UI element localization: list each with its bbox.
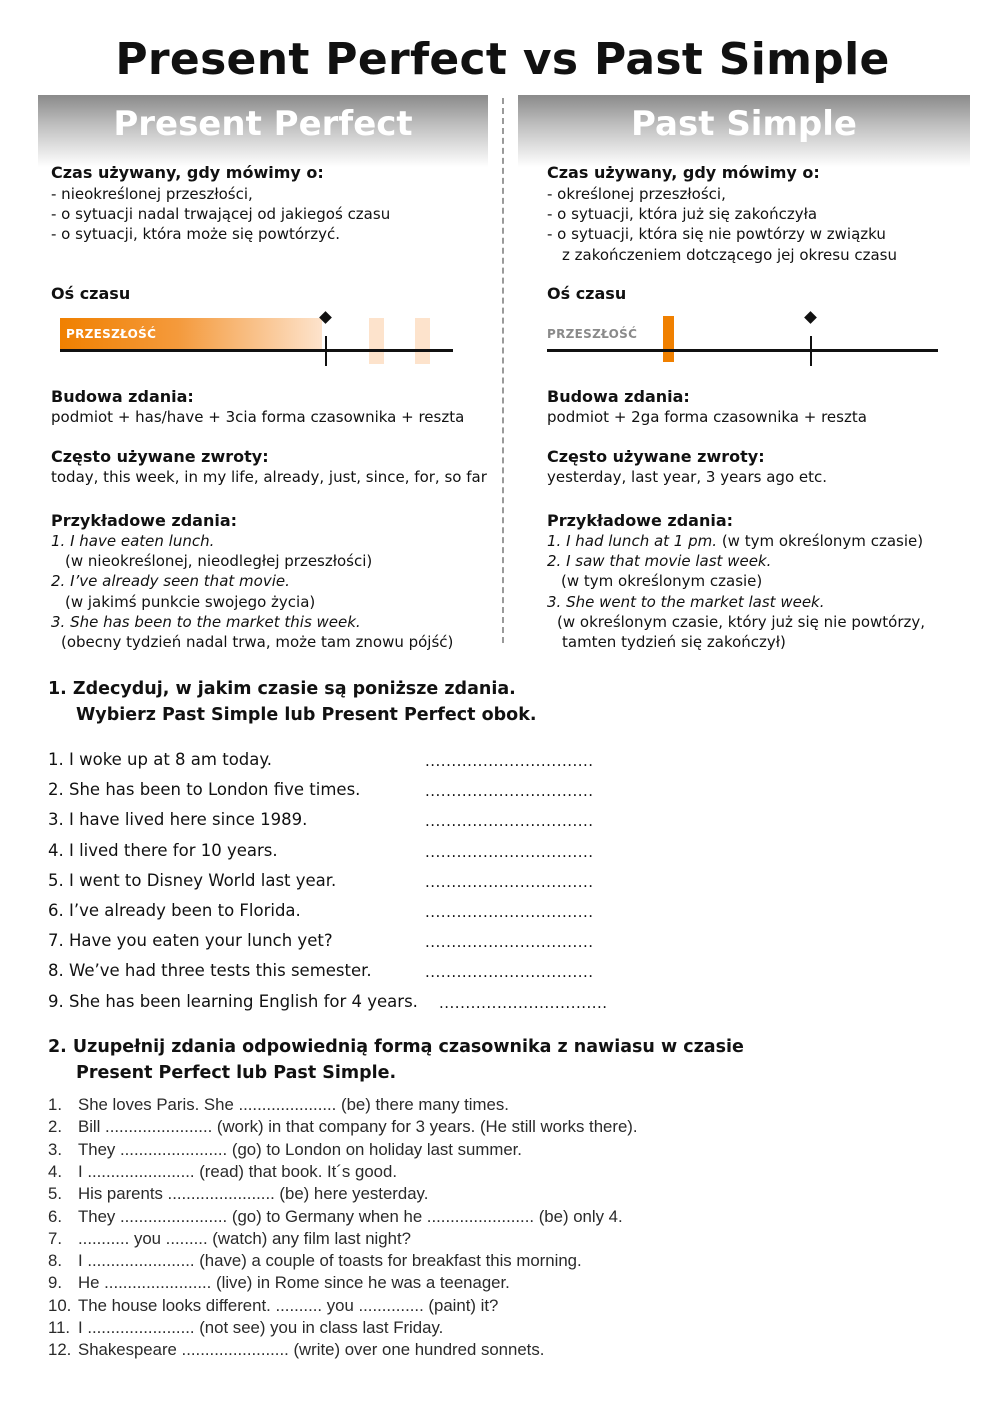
task1-item: 2. She has been to London five times. xyxy=(48,780,361,799)
ps-phrases-title: Często używane zwroty: xyxy=(547,447,765,466)
task2-item-number: 11. xyxy=(48,1318,71,1337)
task2-item xyxy=(48,1251,582,1271)
ps-example-note: (w określonym czasie, który już się nie powtórzy, xyxy=(557,612,926,631)
task1-answer-blank[interactable]: ................................ xyxy=(425,752,594,770)
pp-structure-text: podmiot + has/have + 3cia forma czasownika + reszta xyxy=(51,408,465,426)
pp-structure-block xyxy=(51,386,464,427)
task2-item xyxy=(48,1340,544,1360)
pp-usage-line: - o sytuacji nadal trwającej od jakiegoś czasu xyxy=(51,205,391,224)
pp-past-bar xyxy=(60,318,322,349)
ps-example-note: (w tym określonym czasie) xyxy=(721,532,924,550)
pp-phrases-title: Często używane zwroty: xyxy=(51,447,269,466)
task2-item-number: 2. xyxy=(48,1117,62,1136)
ps-now-tick xyxy=(810,336,812,366)
pp-example-sentence: 2. I’ve already seen that movie. xyxy=(51,572,290,591)
task1-answer-blank[interactable]: ................................ xyxy=(425,812,594,830)
column-divider xyxy=(502,98,504,643)
pp-phrases-text: today, this week, in my life, already, just, since, for, so far xyxy=(51,468,487,486)
task2-item-text: I ....................... (not see) you in class last Friday. xyxy=(78,1318,444,1337)
task2-heading-line: 2. Uzupełnij zdania odpowiednią formą czasownika z nawiasu w czasie xyxy=(48,1037,744,1057)
task2-item xyxy=(48,1184,428,1204)
pp-timeline-axis xyxy=(60,349,453,352)
pp-example-sentence: 1. I have eaten lunch. xyxy=(51,532,215,550)
pp-example-note: (obecny tydzień nadal trwa, może tam znowu pójść) xyxy=(61,633,454,652)
task2-item-text: ........... you ......... (watch) any film last night? xyxy=(78,1229,411,1248)
task1-answer-blank[interactable]: ................................ xyxy=(425,963,594,981)
task2-item-text: I ....................... (read) that book. It´s good. xyxy=(78,1162,397,1181)
pp-examples-block xyxy=(51,510,453,652)
pp-repeat-mark xyxy=(369,318,384,364)
ps-structure-block xyxy=(547,386,867,427)
ps-phrases-text: yesterday, last year, 3 years ago etc. xyxy=(547,468,828,486)
task2-item-number: 9. xyxy=(48,1273,62,1292)
task2-item-number: 4. xyxy=(48,1162,62,1181)
task2-heading xyxy=(48,1034,744,1086)
task2-item-number: 12. xyxy=(48,1340,72,1359)
task1-item: 4. I lived there for 10 years. xyxy=(48,841,278,860)
ps-timeline-axis xyxy=(547,349,938,352)
task1-item: 1. I woke up at 8 am today. xyxy=(48,750,273,769)
task2-item-text: He ....................... (live) in Rome since he was a teenager. xyxy=(78,1273,510,1292)
task1-item: 8. We’ve had three tests this semester. xyxy=(48,961,372,980)
task2-item xyxy=(48,1207,623,1227)
ps-usage-line: - o sytuacji, która się nie powtórzy w związku xyxy=(547,225,886,244)
task2-item-number: 10. xyxy=(48,1296,72,1315)
task2-item-text: His parents ....................... (be) here yesterday. xyxy=(78,1184,429,1203)
past-simple-heading: Past Simple xyxy=(631,104,857,144)
task1-item: 3. I have lived here since 1989. xyxy=(48,810,308,829)
pp-usage-line: - o sytuacji, która może się powtórzyć. xyxy=(51,225,340,244)
task2-item xyxy=(48,1318,443,1338)
ps-timeline-label: Oś czasu xyxy=(547,284,627,303)
ps-past-label: PRZESZŁOŚĆ xyxy=(547,327,638,341)
pp-example-note: (w jakimś punkcie swojego życia) xyxy=(65,592,316,611)
ps-usage-line: z zakończeniem dotczącego jej okresu czasu xyxy=(562,245,897,264)
pp-now-tick xyxy=(325,336,327,366)
task1-answer-blank[interactable]: ................................ xyxy=(425,873,594,891)
task2-item-text: They ....................... (go) to Germany when he ....................... (be) only 4. xyxy=(78,1207,623,1226)
ps-examples-block xyxy=(547,510,925,652)
ps-example-sentence: 2. I saw that movie last week. xyxy=(547,552,772,571)
task1-answer-blank[interactable]: ................................ xyxy=(425,933,594,951)
pp-usage-line: - nieokreślonej przeszłości, xyxy=(51,185,253,203)
task2-item-text: Shakespeare ....................... (write) over one hundred sonnets. xyxy=(78,1340,545,1359)
task1-item: 5. I went to Disney World last year. xyxy=(48,871,337,890)
task1-heading xyxy=(48,676,536,728)
ps-example-sentence: 1. I had lunch at 1 pm. xyxy=(547,532,718,550)
pp-past-label: PRZESZŁOŚĆ xyxy=(66,327,157,341)
task2-item-number: 1. xyxy=(48,1095,62,1114)
task1-answer-blank[interactable]: ................................ xyxy=(425,843,594,861)
task2-item xyxy=(48,1140,522,1160)
task1-item: 9. She has been learning English for 4 years. xyxy=(48,992,418,1011)
task1-heading-line: 1. Zdecyduj, w jakim czasie są poniższe zdania. xyxy=(48,679,516,699)
task2-item-number: 5. xyxy=(48,1184,62,1203)
ps-structure-text: podmiot + 2ga forma czasownika + reszta xyxy=(547,408,867,426)
present-perfect-header xyxy=(38,95,488,167)
present-perfect-heading: Present Perfect xyxy=(113,104,413,144)
ps-example-note: tamten tydzień się zakończył) xyxy=(562,633,786,652)
pp-usage-title: Czas używany, gdy mówimy o: xyxy=(51,163,324,182)
task1-heading-line: Wybierz Past Simple lub Present Perfect obok. xyxy=(76,705,537,725)
task1-answer-blank[interactable]: ................................ xyxy=(439,994,608,1012)
pp-timeline-label: Oś czasu xyxy=(51,284,131,303)
task2-item-text: The house looks different. .......... you .............. (paint) it? xyxy=(78,1296,499,1315)
ps-example-sentence: 3. She went to the market last week. xyxy=(547,592,825,611)
task1-item: 7. Have you eaten your lunch yet? xyxy=(48,931,333,950)
task1-answer-blank[interactable]: ................................ xyxy=(425,782,594,800)
ps-usage-line: - o sytuacji, która już się zakończyła xyxy=(547,205,818,224)
pp-structure-title: Budowa zdania: xyxy=(51,387,194,406)
ps-usage-line: - określonej przeszłości, xyxy=(547,185,726,203)
ps-specific-time-mark xyxy=(663,316,674,362)
ps-examples-title: Przykładowe zdania: xyxy=(547,511,734,530)
task1-item: 6. I’ve already been to Florida. xyxy=(48,901,301,920)
ps-usage-title: Czas używany, gdy mówimy o: xyxy=(547,163,820,182)
pp-example-sentence: 3. She has been to the market this week. xyxy=(51,612,361,631)
ps-usage-block xyxy=(547,162,897,265)
ps-example-note: (w tym określonym czasie) xyxy=(561,572,763,591)
pp-example-note: (w nieokreślonej, nieodległej przeszłości) xyxy=(65,552,373,571)
task2-item xyxy=(48,1162,397,1182)
ps-structure-title: Budowa zdania: xyxy=(547,387,690,406)
task2-item xyxy=(48,1273,510,1293)
task2-item-number: 6. xyxy=(48,1207,62,1226)
page-title: Present Perfect vs Past Simple xyxy=(115,34,890,85)
ps-now-diamond-icon xyxy=(804,311,817,324)
pp-repeat-mark xyxy=(415,318,430,364)
task2-heading-line: Present Perfect lub Past Simple. xyxy=(76,1063,397,1083)
task2-item-text: She loves Paris. She ..................... (be) there many times. xyxy=(78,1095,509,1114)
task2-item xyxy=(48,1095,509,1115)
ps-phrases-block xyxy=(547,446,827,487)
pp-usage-block xyxy=(51,162,390,245)
task2-item xyxy=(48,1296,498,1316)
past-simple-header xyxy=(518,95,970,167)
task2-item xyxy=(48,1229,411,1249)
task2-item-number: 8. xyxy=(48,1251,62,1270)
task2-item-number: 3. xyxy=(48,1140,62,1159)
task2-item-text: They ....................... (go) to London on holiday last summer. xyxy=(78,1140,522,1159)
task2-item-text: Bill ....................... (work) in that company for 3 years. (He still works there). xyxy=(78,1117,638,1136)
task2-item-text: I ....................... (have) a couple of toasts for breakfast this morning. xyxy=(78,1251,582,1270)
pp-phrases-block xyxy=(51,446,487,487)
pp-examples-title: Przykładowe zdania: xyxy=(51,511,238,530)
task2-item-number: 7. xyxy=(48,1229,62,1248)
task2-item xyxy=(48,1117,638,1137)
task1-answer-blank[interactable]: ................................ xyxy=(425,903,594,921)
